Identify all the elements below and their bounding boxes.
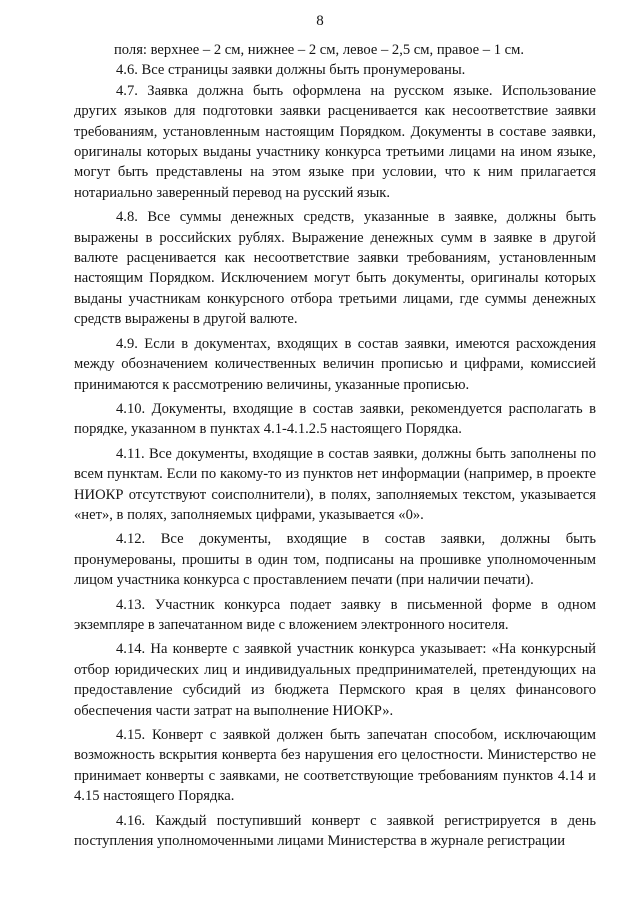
page-number: 8 — [316, 13, 324, 29]
paragraph-4-12: 4.12. Все документы, входящие в состав заявки, должны быть пронумерованы, прошиты в один том, подписаны на прошивке уполномоченным лицом участника конкурса с проставлением печати (при наличии печати). — [74, 531, 596, 589]
paragraph-4-14: 4.14. На конверте с заявкой участник конкурса указывает: «На конкурсный отбор юридических лиц и индивидуальных предпринимателей, претендующих на предоставление субсидий из бюджета Пермского края в целях финансового обеспечения части затрат на выполнение НИОКР». — [74, 641, 596, 719]
paragraph-4-13: 4.13. Участник конкурса подает заявку в письменной форме в одном экземпляре в запечатанном виде с вложением электронного носителя. — [74, 596, 596, 633]
paragraph-4-10: 4.10. Документы, входящие в состав заявки, рекомендуется располагать в порядке, указанном в пунктах 4.1-4.1.2.5 настоящего Порядка. — [74, 400, 596, 438]
paragraph-4-15: 4.15. Конверт с заявкой должен быть запечатан способом, исключающим возможность вскрытия конверта без нарушения его целостности. Министерство не принимает конверты с заявками, не соответствующие требованиям пунктов 4.14 и 4.15 настоящего Порядка. — [74, 727, 596, 805]
paragraph-4-6: 4.6. Все страницы заявки должны быть пронумерованы. — [116, 62, 466, 79]
paragraph-4-16: 4.16. Каждый поступивший конверт с заявкой регистрируется в день поступления уполномоченными лицами Министерства в журнале регистрации — [74, 812, 596, 850]
paragraph-margins-continuation: поля: верхнее – 2 см, нижнее – 2 см, левое – 2,5 см, правое – 1 см. — [114, 42, 525, 58]
paragraph-4-9: 4.9. Если в документах, входящих в состав заявки, имеются расхождения между обозначением количественных величин прописью и цифрами, комиссией принимаются к рассмотрению величины, указанные прописью. — [74, 335, 596, 393]
paragraph-4-7: 4.7. Заявка должна быть оформлена на русском языке. Использование других языков для подготовки заявки расценивается как несоответствие заявки требованиям, установленным настоящим Порядком. Документы в составе заявки, оригиналы которых выданы участнику конкурса третьими лицами на ином языке, могут быть представлены на этом языке при условии, что к ним прилагается нотариально заверенный перевод на русский язык. — [74, 82, 596, 201]
paragraph-4-8: 4.8. Все суммы денежных средств, указанные в заявке, должны быть выражены в российских рублях. Выражение денежных сумм в заявке в другой валюте расценивается как несоответствие заявки требованиям, установленным настоящим Порядком. Исключением могут быть документы, оригиналы которых выданы участникам конкурсного отбора третьими лицами, где суммы денежных средств выражены в другой валюте. — [74, 209, 596, 328]
paragraph-4-11: 4.11. Все документы, входящие в состав заявки, должны быть заполнены по всем пунктам. Если по какому-то из пунктов нет информации (например, в проекте НИОКР отсутствуют соисполнители), в полях, заполняемых текстом, указывается «нет», в полях, заполняемых цифрами, указывается «0». — [74, 445, 596, 523]
document-body — [74, 40, 596, 851]
